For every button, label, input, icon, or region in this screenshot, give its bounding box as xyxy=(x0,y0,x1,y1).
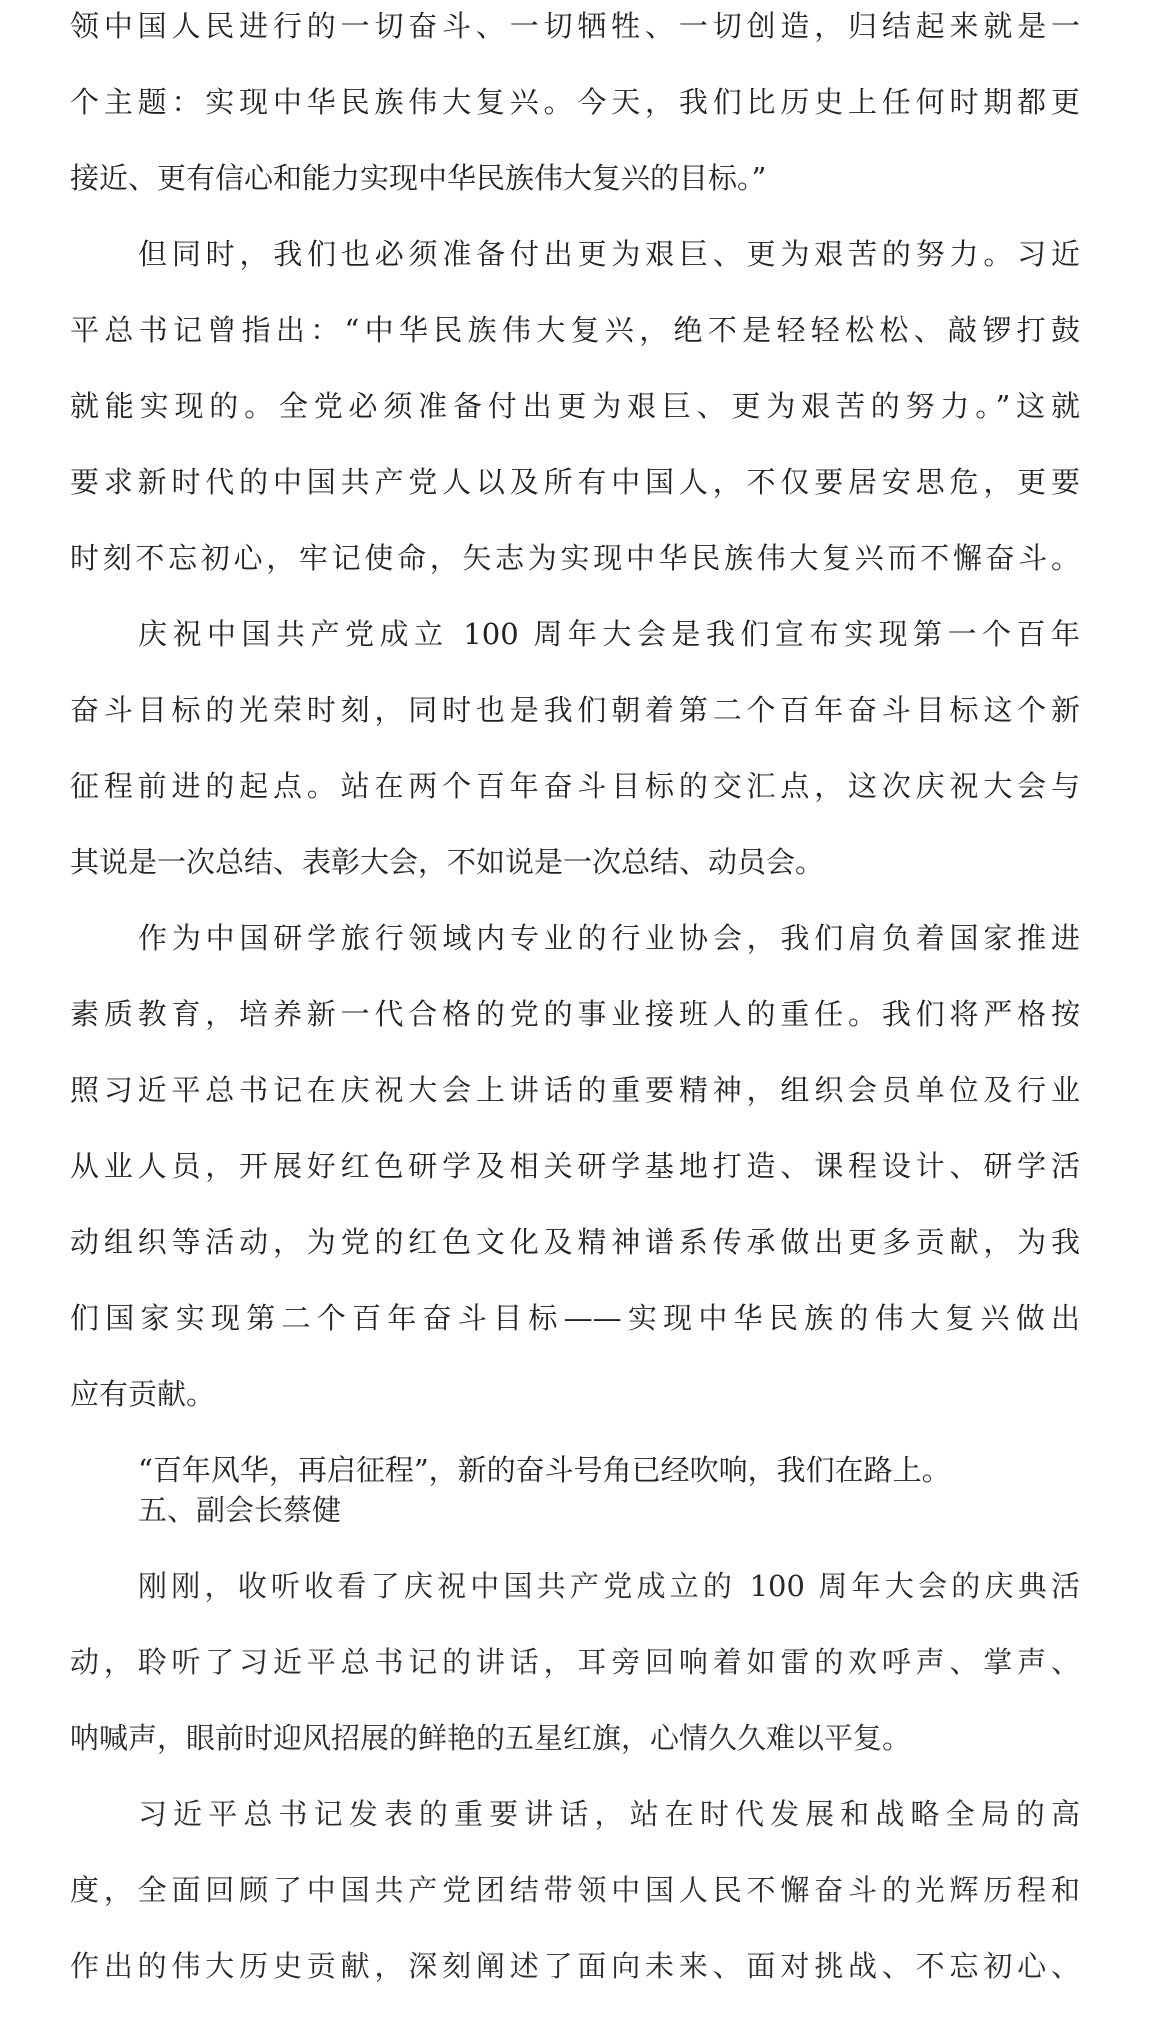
paragraph-4-line-2: 素质教育，培养新一代合格的党的事业接班人的重任。我们将严格按 xyxy=(70,997,1080,1031)
paragraph-4-line-4: 从业人员，开展好红色研学及相关研学基地打造、课程设计、研学活 xyxy=(70,1149,1080,1183)
paragraph-1-line-1: 领中国人民进行的一切奋斗、一切牺牲、一切创造，归结起来就是一 xyxy=(70,9,1080,43)
paragraph-1-line-2: 个主题：实现中华民族伟大复兴。今天，我们比历史上任何时期都更 xyxy=(70,85,1080,119)
paragraph-4-line-5: 动组织等活动，为党的红色文化及精神谱系传承做出更多贡献，为我 xyxy=(70,1225,1080,1259)
paragraph-7-line-2: 度，全面回顾了中国共产党团结带领中国人民不懈奋斗的光辉历程和 xyxy=(70,1873,1080,1907)
paragraph-3-line-3: 征程前进的起点。站在两个百年奋斗目标的交汇点，这次庆祝大会与 xyxy=(70,769,1080,803)
paragraph-4-line-6: 们国家实现第二个百年奋斗目标——实现中华民族的伟大复兴做出 xyxy=(70,1301,1080,1335)
document-page xyxy=(70,0,1130,2021)
paragraph-7-line-1: 习近平总书记发表的重要讲话，站在时代发展和战略全局的高 xyxy=(138,1797,1080,1831)
section-heading: 五、副会长蔡健 xyxy=(138,1493,342,1527)
paragraph-2-line-3: 就能实现的。全党必须准备付出更为艰巨、更为艰苦的努力。”这就 xyxy=(70,389,1080,423)
paragraph-4-line-1: 作为中国研学旅行领域内专业的行业协会，我们肩负着国家推进 xyxy=(138,921,1080,955)
paragraph-3-line-1: 庆祝中国共产党成立 100 周年大会是我们宣布实现第一个百年 xyxy=(138,617,1080,651)
paragraph-3-line-4: 其说是一次总结、表彰大会，不如说是一次总结、动员会。 xyxy=(70,845,825,879)
paragraph-2-line-1: 但同时，我们也必须准备付出更为艰巨、更为艰苦的努力。习近 xyxy=(138,237,1080,271)
paragraph-4-line-3: 照习近平总书记在庆祝大会上讲话的重要精神，组织会员单位及行业 xyxy=(70,1073,1080,1107)
paragraph-2-line-5: 时刻不忘初心，牢记使命，矢志为实现中华民族伟大复兴而不懈奋斗。 xyxy=(70,541,1080,575)
paragraph-6-line-3: 呐喊声，眼前时迎风招展的鲜艳的五星红旗，心情久久难以平复。 xyxy=(70,1721,912,1755)
paragraph-7-line-3: 作出的伟大历史贡献，深刻阐述了面向未来、面对挑战、不忘初心、 xyxy=(70,1949,1080,1983)
paragraph-4-line-7: 应有贡献。 xyxy=(70,1377,216,1411)
paragraph-2-line-2: 平总书记曾指出：“中华民族伟大复兴，绝不是轻轻松松、敲锣打鼓 xyxy=(70,313,1080,347)
paragraph-5-line-1: “百年风华，再启征程”，新的奋斗号角已经吹响，我们在路上。 xyxy=(138,1453,951,1487)
paragraph-6-line-1: 刚刚，收听收看了庆祝中国共产党成立的 100 周年大会的庆典活 xyxy=(138,1569,1080,1603)
paragraph-6-line-2: 动，聆听了习近平总书记的讲话，耳旁回响着如雷的欢呼声、掌声、 xyxy=(70,1645,1080,1679)
paragraph-2-line-4: 要求新时代的中国共产党人以及所有中国人，不仅要居安思危，更要 xyxy=(70,465,1080,499)
paragraph-1-line-3: 接近、更有信心和能力实现中华民族伟大复兴的目标。” xyxy=(70,161,767,195)
paragraph-3-line-2: 奋斗目标的光荣时刻，同时也是我们朝着第二个百年奋斗目标这个新 xyxy=(70,693,1080,727)
